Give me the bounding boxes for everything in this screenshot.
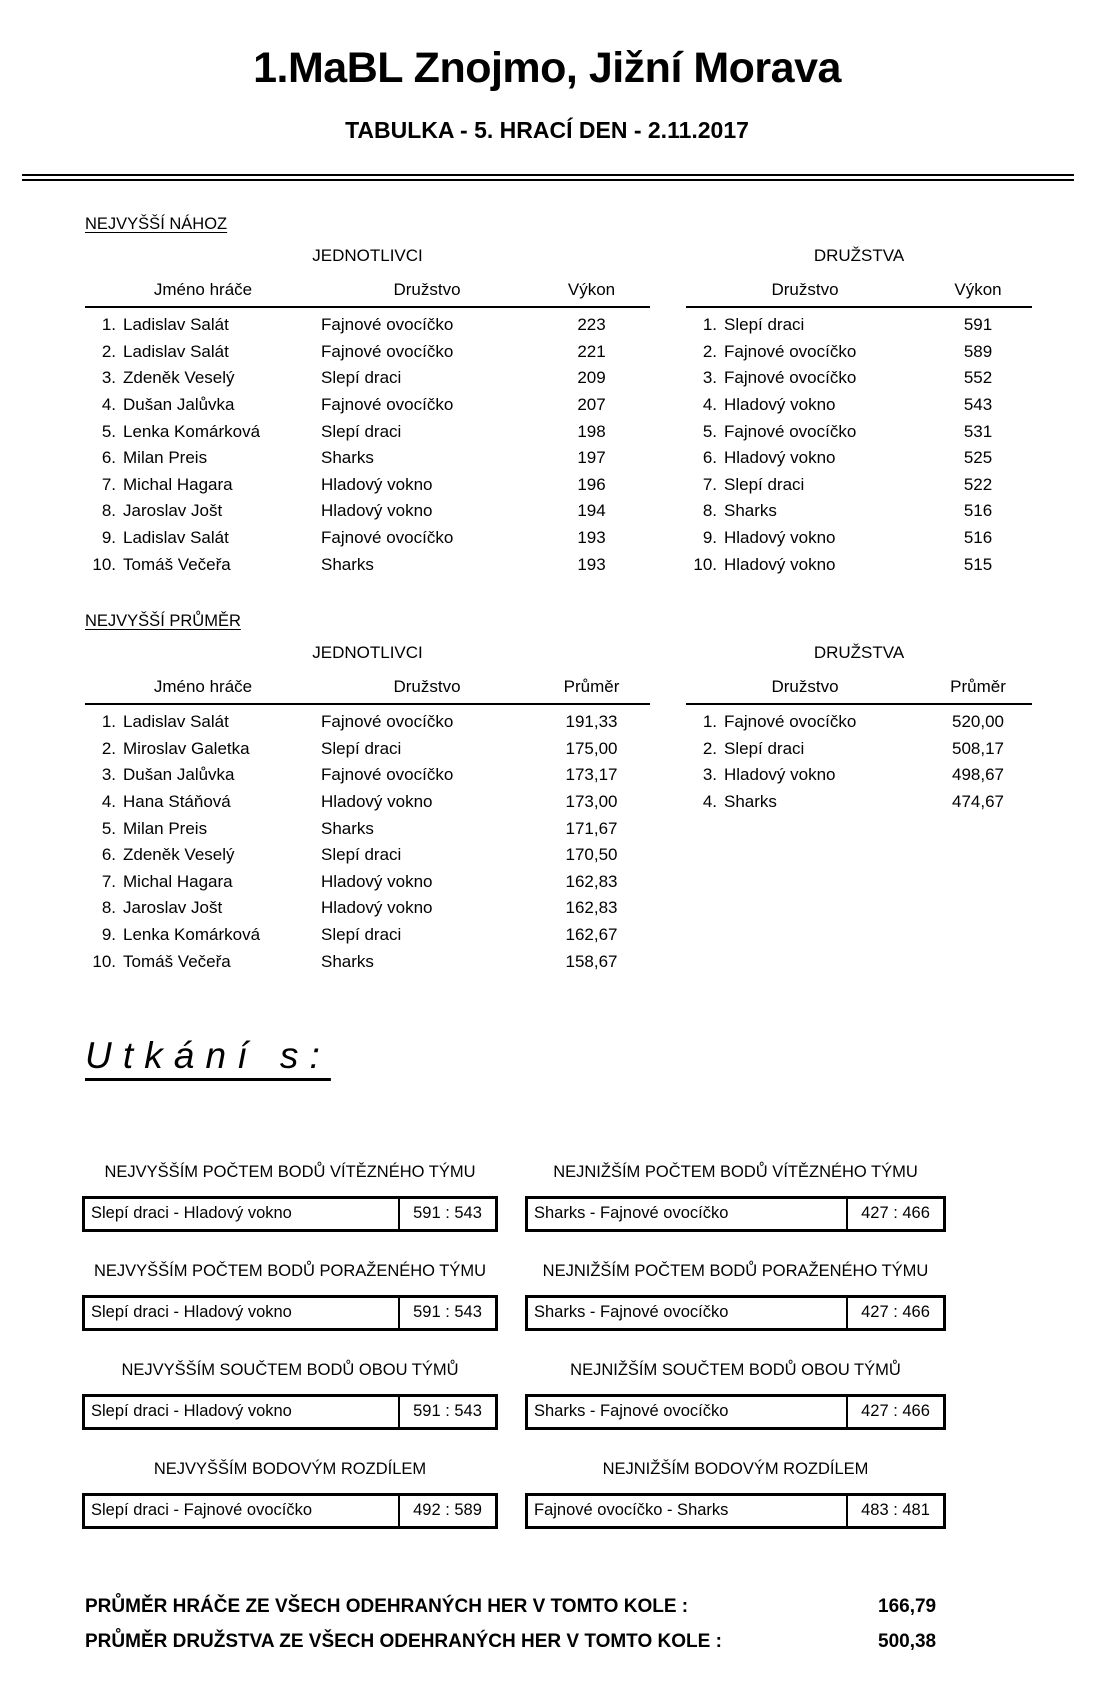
match-group: [525, 1163, 946, 1232]
table-row: [85, 307, 650, 339]
rank-cell: 1.: [702, 315, 717, 335]
teams-block: [686, 234, 1032, 578]
match-score: 427 : 466: [861, 1303, 930, 1322]
value-cell: 175,00: [565, 738, 618, 758]
table-row: [686, 339, 1032, 366]
value-cell: 515: [963, 554, 993, 574]
column-header: Průměr: [533, 677, 650, 704]
rank-cell: 7.: [101, 871, 116, 891]
column-header: Výkon: [924, 280, 1032, 307]
match-teams: Fajnové ovocíčko - Sharks: [528, 1496, 848, 1526]
player-name-cell: Ladislav Salát: [123, 341, 229, 361]
match-score: 483 : 481: [861, 1501, 930, 1520]
match-teams: Slepí draci - Hladový vokno: [85, 1298, 400, 1328]
value-cell: 221: [577, 341, 606, 361]
table-row: [686, 762, 1032, 789]
table-row: [85, 704, 650, 736]
match-label: NEJVYŠŠÍM SOUČTEM BODŮ OBOU TÝMŮ: [121, 1360, 459, 1379]
team-cell: Hladový vokno: [724, 765, 836, 785]
team-cell: Fajnové ovocíčko: [724, 368, 857, 388]
value-cell: 552: [963, 368, 993, 388]
player-name-cell: Michal Hagara: [123, 474, 233, 494]
table-row: [85, 445, 650, 472]
team-cell: Slepí draci: [321, 924, 402, 944]
player-name-cell: Dušan Jalůvka: [123, 765, 235, 785]
teams-table: [686, 280, 1032, 578]
table-row: [85, 736, 650, 763]
team-cell: Sharks: [321, 554, 374, 574]
rank-cell: 7.: [702, 474, 717, 494]
match-score: 427 : 466: [861, 1402, 930, 1421]
team-cell: Hladový vokno: [724, 554, 836, 574]
table-row: [686, 525, 1032, 552]
player-name-cell: Dušan Jalůvka: [123, 395, 235, 415]
player-name-cell: Miroslav Galetka: [123, 738, 250, 758]
rank-cell: 8.: [702, 501, 717, 521]
match-label: NEJVYŠŠÍM POČTEM BODŮ VÍTĚZNÉHO TÝMU: [104, 1162, 476, 1181]
value-cell: 193: [577, 554, 606, 574]
team-cell: Fajnové ovocíčko: [724, 421, 857, 441]
section-heading: NEJVYŠŠÍ NÁHOZ: [85, 215, 228, 233]
value-cell: 522: [963, 474, 993, 494]
match-label: NEJVYŠŠÍM POČTEM BODŮ PORAŽENÉHO TÝMU: [93, 1261, 487, 1280]
individuals-block: [85, 631, 650, 975]
individuals-title: JEDNOTLIVCI: [312, 642, 423, 662]
column-header-row: [686, 677, 1032, 704]
summary-value: 166,79: [878, 1595, 937, 1617]
value-cell: 525: [963, 448, 993, 468]
rank-cell: 4.: [101, 792, 116, 812]
team-cell: Fajnové ovocíčko: [321, 395, 454, 415]
match-group: [525, 1262, 946, 1331]
top-divider: [22, 174, 1074, 181]
value-cell: 170,50: [565, 845, 618, 865]
player-name-cell: Lenka Komárková: [123, 924, 261, 944]
table-row: [85, 392, 650, 419]
match-teams: Sharks - Fajnové ovocíčko: [528, 1397, 848, 1427]
value-cell: 173,17: [565, 765, 618, 785]
table-row: [85, 815, 650, 842]
rank-cell: 3.: [702, 765, 717, 785]
match-score: 427 : 466: [861, 1204, 930, 1223]
rank-cell: 6.: [101, 845, 116, 865]
column-header: Výkon: [533, 280, 650, 307]
match-teams: Slepí draci - Hladový vokno: [85, 1397, 400, 1427]
player-name-cell: Michal Hagara: [123, 871, 233, 891]
rank-cell: 3.: [101, 368, 116, 388]
column-header: Jméno hráče: [85, 677, 321, 704]
match-score: 591 : 543: [413, 1204, 482, 1223]
column-header-row: [85, 677, 650, 704]
value-cell: 474,67: [952, 792, 1005, 812]
rank-cell: 4.: [702, 395, 717, 415]
match-box: [525, 1394, 946, 1430]
match-score: 591 : 543: [413, 1303, 482, 1322]
player-name-cell: Jaroslav Jošt: [123, 501, 223, 521]
rank-cell: 9.: [702, 528, 717, 548]
team-cell: Sharks: [724, 792, 777, 812]
table-row: [686, 418, 1032, 445]
rank-cell: 2.: [702, 738, 717, 758]
value-cell: 223: [577, 315, 606, 335]
value-cell: 520,00: [952, 712, 1005, 732]
teams-block: [686, 631, 1032, 815]
value-cell: 543: [963, 395, 993, 415]
team-cell: Slepí draci: [321, 421, 402, 441]
rank-cell: 1.: [702, 712, 717, 732]
match-box: [525, 1493, 946, 1529]
rank-cell: 3.: [101, 765, 116, 785]
player-name-cell: Zdeněk Veselý: [123, 368, 235, 388]
table-row: [686, 472, 1032, 499]
match-teams: Slepí draci - Fajnové ovocíčko: [85, 1496, 400, 1526]
table-row: [85, 922, 650, 949]
player-name-cell: Milan Preis: [123, 448, 208, 468]
value-cell: 162,83: [565, 871, 618, 891]
table-row: [85, 418, 650, 445]
team-cell: Hladový vokno: [724, 395, 836, 415]
table-row: [85, 472, 650, 499]
tables-row: [85, 234, 1094, 578]
summary-row: [85, 1624, 1094, 1659]
team-cell: Fajnové ovocíčko: [321, 341, 454, 361]
match-group: [82, 1361, 498, 1430]
rank-cell: 1.: [101, 712, 116, 732]
teams-table: [686, 677, 1032, 815]
summary: [85, 1589, 1094, 1659]
table-row: [686, 365, 1032, 392]
match-group: [525, 1460, 946, 1529]
table-row: [85, 869, 650, 896]
rank-cell: 10.: [92, 554, 116, 574]
table-row: [85, 842, 650, 869]
value-cell: 191,33: [565, 712, 618, 732]
rank-cell: 6.: [702, 448, 717, 468]
player-name-cell: Ladislav Salát: [123, 315, 229, 335]
match-label: NEJNIŽŠÍM BODOVÝM ROZDÍLEM: [602, 1459, 869, 1478]
table-row: [85, 525, 650, 552]
column-header: Družstvo: [686, 677, 924, 704]
match-score: 492 : 589: [413, 1501, 482, 1520]
player-name-cell: Ladislav Salát: [123, 712, 229, 732]
match-score: 591 : 543: [413, 1402, 482, 1421]
team-cell: Hladový vokno: [321, 898, 433, 918]
team-cell: Fajnové ovocíčko: [321, 315, 454, 335]
rank-cell: 2.: [101, 341, 116, 361]
team-cell: Fajnové ovocíčko: [321, 712, 454, 732]
table-row: [85, 789, 650, 816]
rank-cell: 1.: [101, 315, 116, 335]
rank-cell: 7.: [101, 474, 116, 494]
column-header-row: [686, 280, 1032, 307]
tables-row: [85, 631, 1094, 975]
matches-section: [0, 1035, 1094, 1559]
column-header: Jméno hráče: [85, 280, 321, 307]
team-cell: Fajnové ovocíčko: [724, 341, 857, 361]
summary-row: [85, 1589, 1094, 1624]
rank-cell: 9.: [101, 924, 116, 944]
individuals-table: [85, 677, 650, 975]
match-group: [82, 1163, 498, 1232]
match-box: [82, 1196, 498, 1232]
column-header: Průměr: [924, 677, 1032, 704]
team-cell: Hladový vokno: [321, 871, 433, 891]
matches-grid: [82, 1163, 1094, 1559]
player-name-cell: Hana Stáňová: [123, 792, 231, 812]
value-cell: 171,67: [565, 818, 618, 838]
summary-label: PRŮMĚR DRUŽSTVA ZE VŠECH ODEHRANÝCH HER V TOMTO KOLE :: [85, 1630, 722, 1652]
match-group: [82, 1262, 498, 1331]
rank-cell: 5.: [702, 421, 717, 441]
table-row: [85, 498, 650, 525]
table-row: [85, 365, 650, 392]
section-heading: NEJVYŠŠÍ PRŮMĚR: [85, 611, 241, 630]
rank-cell: 2.: [101, 738, 116, 758]
value-cell: 158,67: [565, 951, 618, 971]
match-teams: Slepí draci - Hladový vokno: [85, 1199, 400, 1229]
individuals-block: [85, 234, 650, 578]
teams-title: DRUŽSTVA: [813, 642, 905, 662]
section-highest-score: [85, 215, 1094, 578]
team-cell: Hladový vokno: [321, 501, 433, 521]
team-cell: Hladový vokno: [724, 448, 836, 468]
section-highest-average: [85, 612, 1094, 975]
rank-cell: 2.: [702, 341, 717, 361]
player-name-cell: Ladislav Salát: [123, 528, 229, 548]
team-cell: Slepí draci: [724, 315, 805, 335]
table-row: [686, 789, 1032, 816]
player-name-cell: Milan Preis: [123, 818, 208, 838]
rank-cell: 5.: [101, 421, 116, 441]
value-cell: 197: [577, 448, 606, 468]
table-row: [85, 948, 650, 975]
match-label: NEJVYŠŠÍM BODOVÝM ROZDÍLEM: [153, 1459, 427, 1478]
rank-cell: 10.: [92, 951, 116, 971]
individuals-title: JEDNOTLIVCI: [312, 246, 423, 265]
page-subtitle: TABULKA - 5. HRACÍ DEN - 2.11.2017: [345, 117, 749, 143]
match-box: [525, 1196, 946, 1232]
match-label: NEJNIŽŠÍM SOUČTEM BODŮ OBOU TÝMŮ: [570, 1360, 901, 1379]
value-cell: 207: [577, 395, 606, 415]
value-cell: 173,00: [565, 792, 618, 812]
rank-cell: 8.: [101, 898, 116, 918]
match-teams: Sharks - Fajnové ovocíčko: [528, 1298, 848, 1328]
match-box: [82, 1493, 498, 1529]
value-cell: 516: [963, 501, 993, 521]
table-row: [85, 551, 650, 578]
match-box: [525, 1295, 946, 1331]
player-name-cell: Tomáš Večeřa: [123, 554, 231, 574]
rank-cell: 5.: [101, 818, 116, 838]
team-cell: Fajnové ovocíčko: [321, 765, 454, 785]
player-name-cell: Tomáš Večeřa: [123, 951, 231, 971]
summary-value: 500,38: [878, 1630, 937, 1652]
teams-title: DRUŽSTVA: [813, 246, 905, 265]
table-row: [686, 307, 1032, 339]
rank-cell: 3.: [702, 368, 717, 388]
table-row: [686, 551, 1032, 578]
rank-cell: 6.: [101, 448, 116, 468]
value-cell: 508,17: [952, 738, 1005, 758]
value-cell: 198: [577, 421, 606, 441]
value-cell: 209: [577, 368, 606, 388]
table-row: [686, 392, 1032, 419]
match-label: NEJNIŽŠÍM POČTEM BODŮ PORAŽENÉHO TÝMU: [542, 1261, 929, 1280]
match-group: [82, 1460, 498, 1529]
value-cell: 531: [963, 421, 993, 441]
team-cell: Slepí draci: [724, 474, 805, 494]
matches-heading: Utkání s:: [85, 1034, 331, 1076]
table-row: [686, 736, 1032, 763]
team-cell: Slepí draci: [321, 368, 402, 388]
team-cell: Slepí draci: [724, 738, 805, 758]
value-cell: 589: [963, 341, 993, 361]
player-name-cell: Jaroslav Jošt: [123, 898, 223, 918]
player-name-cell: Zdeněk Veselý: [123, 845, 235, 865]
match-box: [82, 1394, 498, 1430]
table-row: [85, 895, 650, 922]
table-row: [686, 445, 1032, 472]
column-header: Družstvo: [321, 677, 533, 704]
value-cell: 196: [577, 474, 606, 494]
value-cell: 516: [963, 528, 993, 548]
match-label: NEJNIŽŠÍM POČTEM BODŮ VÍTĚZNÉHO TÝMU: [553, 1162, 918, 1181]
column-header: Družstvo: [686, 280, 924, 307]
column-header-row: [85, 280, 650, 307]
value-cell: 162,83: [565, 898, 618, 918]
value-cell: 591: [963, 315, 993, 335]
rank-cell: 9.: [101, 528, 116, 548]
team-cell: Fajnové ovocíčko: [724, 712, 857, 732]
individuals-table: [85, 280, 650, 578]
table-row: [85, 339, 650, 366]
value-cell: 162,67: [565, 924, 618, 944]
value-cell: 194: [577, 501, 606, 521]
team-cell: Sharks: [321, 448, 374, 468]
team-cell: Hladový vokno: [724, 528, 836, 548]
team-cell: Slepí draci: [321, 845, 402, 865]
summary-label: PRŮMĚR HRÁČE ZE VŠECH ODEHRANÝCH HER V TOMTO KOLE :: [85, 1595, 689, 1617]
rank-cell: 4.: [702, 792, 717, 812]
table-row: [686, 704, 1032, 736]
match-group: [525, 1361, 946, 1430]
match-teams: Sharks - Fajnové ovocíčko: [528, 1199, 848, 1229]
team-cell: Sharks: [321, 951, 374, 971]
table-row: [85, 762, 650, 789]
team-cell: Hladový vokno: [321, 792, 433, 812]
team-cell: Fajnové ovocíčko: [321, 528, 454, 548]
rank-cell: 8.: [101, 501, 116, 521]
team-cell: Hladový vokno: [321, 474, 433, 494]
rank-cell: 4.: [101, 395, 116, 415]
team-cell: Sharks: [724, 501, 777, 521]
page-title: 1.MaBL Znojmo, Jižní Morava: [253, 44, 841, 92]
value-cell: 193: [577, 528, 606, 548]
match-box: [82, 1295, 498, 1331]
table-row: [686, 498, 1032, 525]
column-header: Družstvo: [321, 280, 533, 307]
team-cell: Sharks: [321, 818, 374, 838]
value-cell: 498,67: [952, 765, 1005, 785]
team-cell: Slepí draci: [321, 738, 402, 758]
rank-cell: 10.: [693, 554, 717, 574]
player-name-cell: Lenka Komárková: [123, 421, 261, 441]
